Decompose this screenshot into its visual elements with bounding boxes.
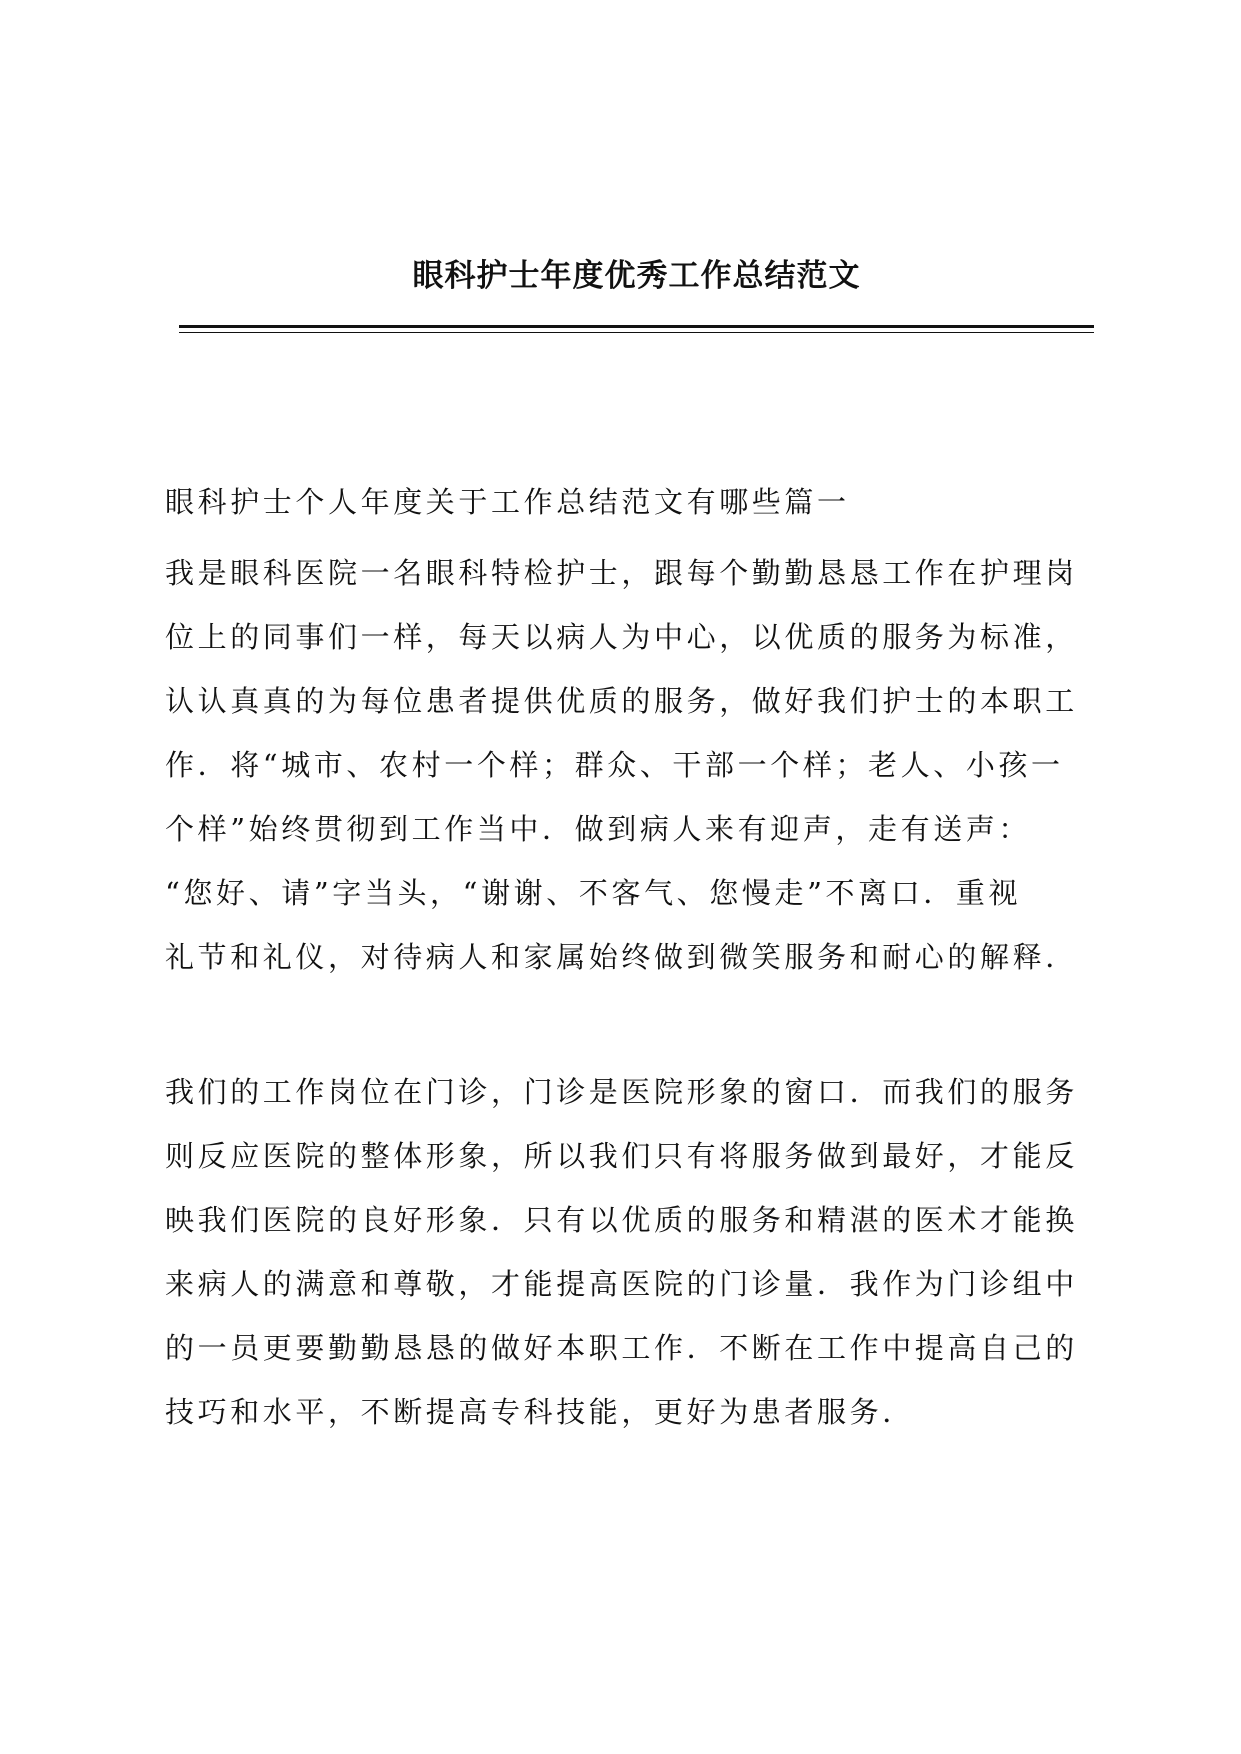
title-double-rule [179,325,1094,333]
paragraph-line: 映我们医院的良好形象．只有以优质的服务和精湛的医术才能换 [165,1203,1078,1237]
paragraph-line: 的一员更要勤勤恳恳的做好本职工作．不断在工作中提高自己的 [165,1331,1078,1365]
paragraph-line: 我们的工作岗位在门诊，门诊是医院形象的窗口．而我们的服务 [165,1075,1078,1109]
paragraph-line: 来病人的满意和尊敬，才能提高医院的门诊量．我作为门诊组中 [165,1267,1078,1301]
paragraph-2 [165,1060,1095,1444]
paragraph-1 [165,541,1095,989]
paragraph-line: 则反应医院的整体形象，所以我们只有将服务做到最好，才能反 [165,1139,1078,1173]
paragraph-line: 位上的同事们一样，每天以病人为中心，以优质的服务为标准， [165,620,1078,654]
paragraph-line: “您好、请”字当头，“谢谢、不客气、您慢走”不离口．重视 [165,876,1022,910]
document-title: 眼科护士年度优秀工作总结范文 [412,258,861,294]
paragraph-line: 我是眼科医院一名眼科特检护士，跟每个勤勤恳恳工作在护理岗 [165,556,1078,590]
paragraph-line: 认认真真的为每位患者提供优质的服务，做好我们护士的本职工 [165,684,1078,718]
paragraph-line: 个样”始终贯彻到工作当中．做到病人来有迎声，走有送声： [165,812,1032,846]
paragraph-line: 作．将“城市、农村一个样；群众、干部一个样；老人、小孩一 [165,748,1064,782]
paragraph-line: 礼节和礼仪，对待病人和家属始终做到微笑服务和耐心的解释． [165,940,1078,974]
paragraph-line: 技巧和水平，不断提高专科技能，更好为患者服务． [165,1395,915,1429]
section-heading: 眼科护士个人年度关于工作总结范文有哪些篇一 [165,485,850,519]
